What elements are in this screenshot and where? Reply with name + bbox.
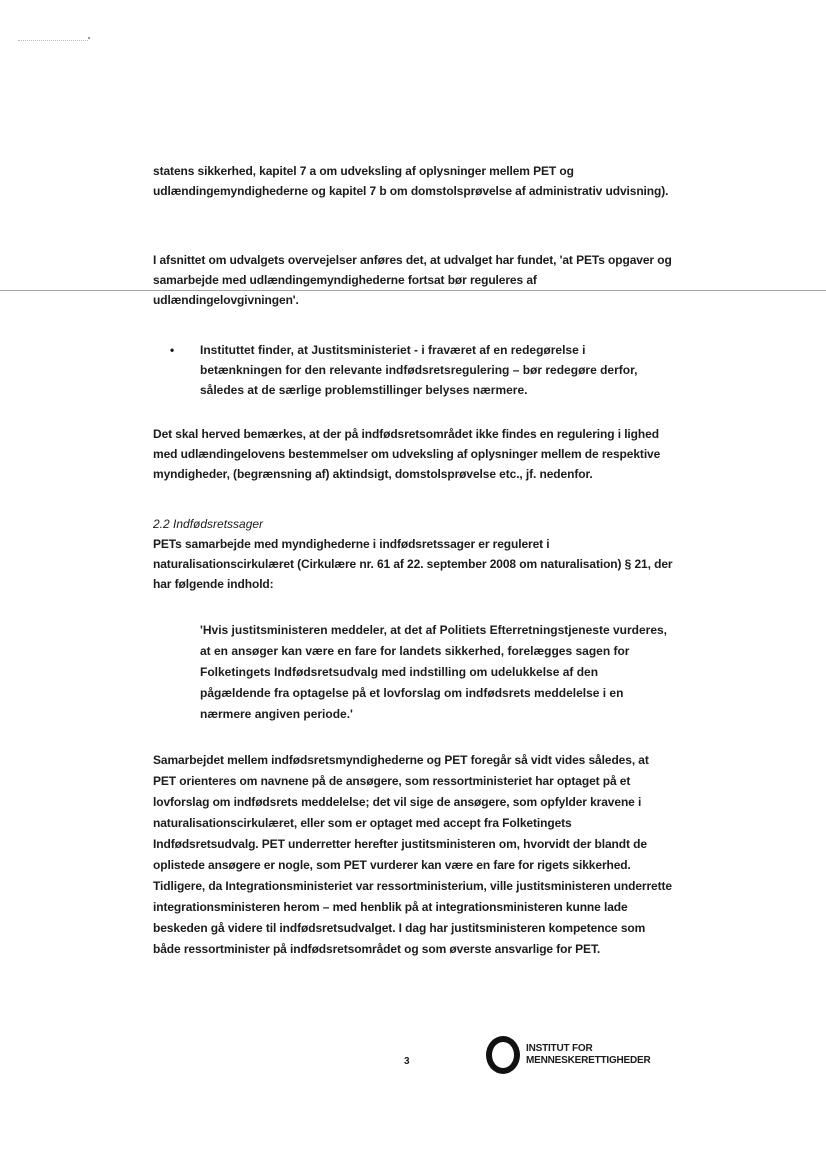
logo-text (526, 1043, 651, 1067)
institute-logo (486, 1036, 651, 1074)
logo-line-1: INSTITUT FOR (526, 1043, 593, 1054)
bullet-list-item (170, 340, 650, 400)
scan-artifact-line (18, 40, 88, 42)
block-quote: 'Hvis justitsministeren meddeler, at det af Politiets Efterretningstjeneste vurderes, at en ansøger kan være en fare for landets sikkerhed, forelægges sagen for Folketingets Indfødsretsudvalg med indstilling om udelukkelse af den pågældende fra optagelse på et lovforslag om indfødsrets meddelelse i en nærmere angiven periode.' (200, 623, 667, 721)
page-number: 3 (404, 1056, 410, 1067)
paragraph-pet-samarbejde: PETs samarbejde med myndighederne i indfødsretssager er reguleret i naturalisationscirkulæret (Cirkulære nr. 61 af 22. september 2008 om naturalisation) § 21, der har følgende indhold: (153, 537, 673, 591)
paragraph-indfodsretsomradet: Det skal herved bemærkes, at der på indfødsretsområdet ikke findes en regulering i lighed med udlændingelovens bestemmelser om udveksling af oplysninger mellem de respektive myndigheder, (begrænsning af) aktindsigt, domstolsprøvelse etc., jf. nedenfor. (153, 427, 661, 481)
scan-artifact-horizontal-line (0, 290, 826, 291)
bullet-icon: • (170, 343, 175, 357)
scan-artifact-dot (88, 37, 90, 39)
paragraph-samarbejdet: Samarbejdet mellem indfødsretsmyndighederne og PET foregår så vidt vides således, at PET orienteres om navnene på de ansøgere, som ressortministeriet har optaget på et lovforslag om indfødsrets meddelelse; det vil sige de ansøgere, som opfylder kravene i naturalisationscirkulæret, eller som er optaget med accept fra Folketingets Indfødsretsudvalg. PET underretter herefter justitsministeren om, hvorvidt der blandt de oplistede ansøgere er nogle, som PET vurderer kan være en fare for rigets sikkerhed. Tidligere, da Integrationsministeriet var ressortministerium, ville justitsministeren underrette integrationsministeren herom – med henblik på at integrationsministeren kunne lade beskeden gå videre til indfødsretsudvalget. I dag har justitsministeren kompetence som både ressortminister på indfødsretsområdet og som øverste ansvarlige for PET. (153, 753, 672, 956)
paragraph-udvalgets-overvejelser: I afsnittet om udvalgets overvejelser anføres det, at udvalget har fundet, 'at PETs opgaver og samarbejde med udlændingemyndighederne fortsat bør reguleres af udlændingelovgivningen'. (153, 253, 672, 307)
logo-ring-icon (486, 1036, 520, 1074)
section-heading: 2.2 Indfødsretssager (153, 517, 264, 531)
logo-line-2: MENNESKERETTIGHEDER (526, 1055, 651, 1066)
paragraph-statens-sikkerhed: statens sikkerhed, kapitel 7 a om udveksling af oplysninger mellem PET og udlændingemyndighederne og kapitel 7 b om domstolsprøvelse af administrativ udvisning). (153, 164, 669, 198)
bullet-text: Instituttet finder, at Justitsministeriet - i fraværet af en redegørelse i betænkningen for den relevante indfødsretsregulering – bør redegøre derfor, således at de særlige problemstillinger belyses nærmere. (200, 343, 638, 397)
